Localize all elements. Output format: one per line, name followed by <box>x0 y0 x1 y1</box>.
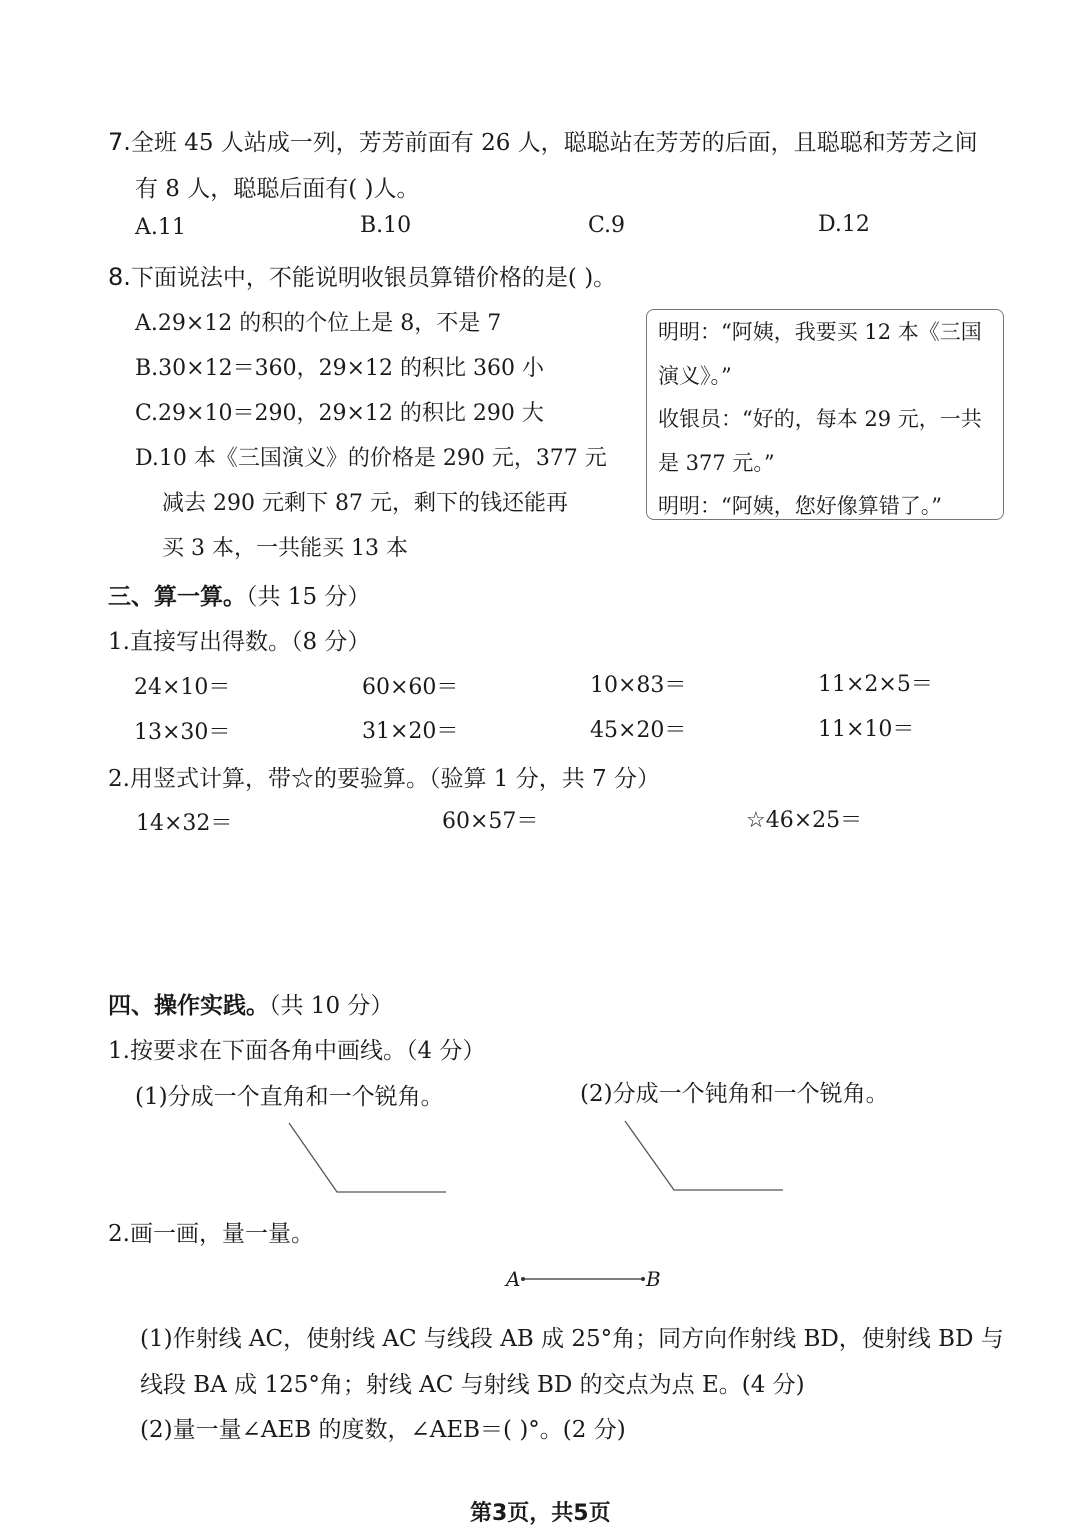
q8-number: 8. <box>108 263 131 291</box>
s4-p2-sub2: (2)量一量∠AEB 的度数，∠AEB＝( )°。(2 分) <box>140 1417 626 1443</box>
q8-option-d-cont-2: 买 3 本，一共能买 13 本 <box>162 536 408 561</box>
angle-figure-2 <box>625 1121 783 1190</box>
calc-item: 24×10＝ <box>134 675 231 700</box>
s3-p1-points: （8 分） <box>290 629 371 655</box>
s4-p1-sub1: (1)分成一个直角和一个锐角。 <box>135 1084 444 1110</box>
point-a-label: A <box>506 1267 521 1291</box>
angle-figure-1 <box>289 1123 446 1192</box>
calc-item: 10×83＝ <box>590 673 687 698</box>
vertical-calc-item: 60×57＝ <box>442 809 539 834</box>
q8-stem: 下面说法中，不能说明收银员算错价格的是( )。 <box>130 265 617 291</box>
calc-item: 11×2×5＝ <box>818 672 933 697</box>
point-b-label: B <box>646 1267 661 1291</box>
vertical-calc-item: 14×32＝ <box>136 811 233 836</box>
section3-title: 三、算一算。 <box>108 584 246 610</box>
s3-p2-points: （验算 1 分，共 7 分） <box>428 766 660 792</box>
q7-number: 7. <box>108 128 131 156</box>
calc-item: 11×10＝ <box>818 717 915 742</box>
segment-ab <box>521 1277 645 1281</box>
s4-p2-title: 2.画一画，量一量。 <box>108 1221 314 1247</box>
q8-option-d: D.10 本《三国演义》的价格是 290 元，377 元 <box>135 446 607 471</box>
q7-option-a: A.11 <box>135 215 186 240</box>
q7-line2: 有 8 人，聪聪后面有( )人。 <box>135 176 420 202</box>
q7-option-b: B.10 <box>360 213 412 238</box>
q7-option-d: D.12 <box>818 212 870 237</box>
calc-item: 60×60＝ <box>362 675 459 700</box>
dialog-line-2: 演义》。” <box>658 364 732 388</box>
calc-item: 31×20＝ <box>362 719 459 744</box>
s3-p1-title: 1.直接写出得数。 <box>108 629 291 655</box>
q8-option-b: B.30×12＝360，29×12 的积比 360 小 <box>135 356 544 381</box>
s4-p1-points: （4 分） <box>405 1038 486 1064</box>
s3-p2-title: 2.用竖式计算，带☆的要验算。 <box>108 766 429 792</box>
q8-option-c: C.29×10＝290，29×12 的积比 290 大 <box>135 401 544 426</box>
page-footer: 第3页，共5页 <box>470 1501 611 1526</box>
dialog-line-1: 明明：“阿姨，我要买 12 本《三国 <box>658 320 982 344</box>
section4-points: （共 10 分） <box>269 993 394 1019</box>
q8-option-a: A.29×12 的积的个位上是 8，不是 7 <box>135 311 502 336</box>
section4-title: 四、操作实践。 <box>108 993 269 1019</box>
vertical-calc-item: ☆46×25＝ <box>746 808 863 833</box>
calc-item: 45×20＝ <box>590 718 687 743</box>
dialog-line-5: 明明：“阿姨，您好像算错了。” <box>658 494 942 518</box>
q7-stem-1: 全班 45 人站成一列，芳芳前面有 26 人，聪聪站在芳芳的后面，且聪聪和芳芳之间 <box>130 130 978 156</box>
s4-p1-title: 1.按要求在下面各角中画线。 <box>108 1038 406 1064</box>
s4-p1-sub2: (2)分成一个钝角和一个锐角。 <box>580 1081 889 1107</box>
calc-item: 13×30＝ <box>134 720 231 745</box>
q7-option-c: C.9 <box>588 213 626 238</box>
q8-option-d-cont-1: 减去 290 元剩下 87 元，剩下的钱还能再 <box>162 491 568 516</box>
s4-p2-sub1-line1: (1)作射线 AC，使射线 AC 与线段 AB 成 25°角；同方向作射线 BD，使射线 BD 与 <box>140 1326 1004 1352</box>
dialog-line-3: 收银员：“好的，每本 29 元，一共 <box>658 407 982 431</box>
s4-p2-sub1-line2: 线段 BA 成 125°角；射线 AC 与射线 BD 的交点为点 E。(4 分) <box>140 1372 805 1398</box>
section3-points: （共 15 分） <box>246 584 371 610</box>
dialog-line-4: 是 377 元。” <box>658 451 775 475</box>
